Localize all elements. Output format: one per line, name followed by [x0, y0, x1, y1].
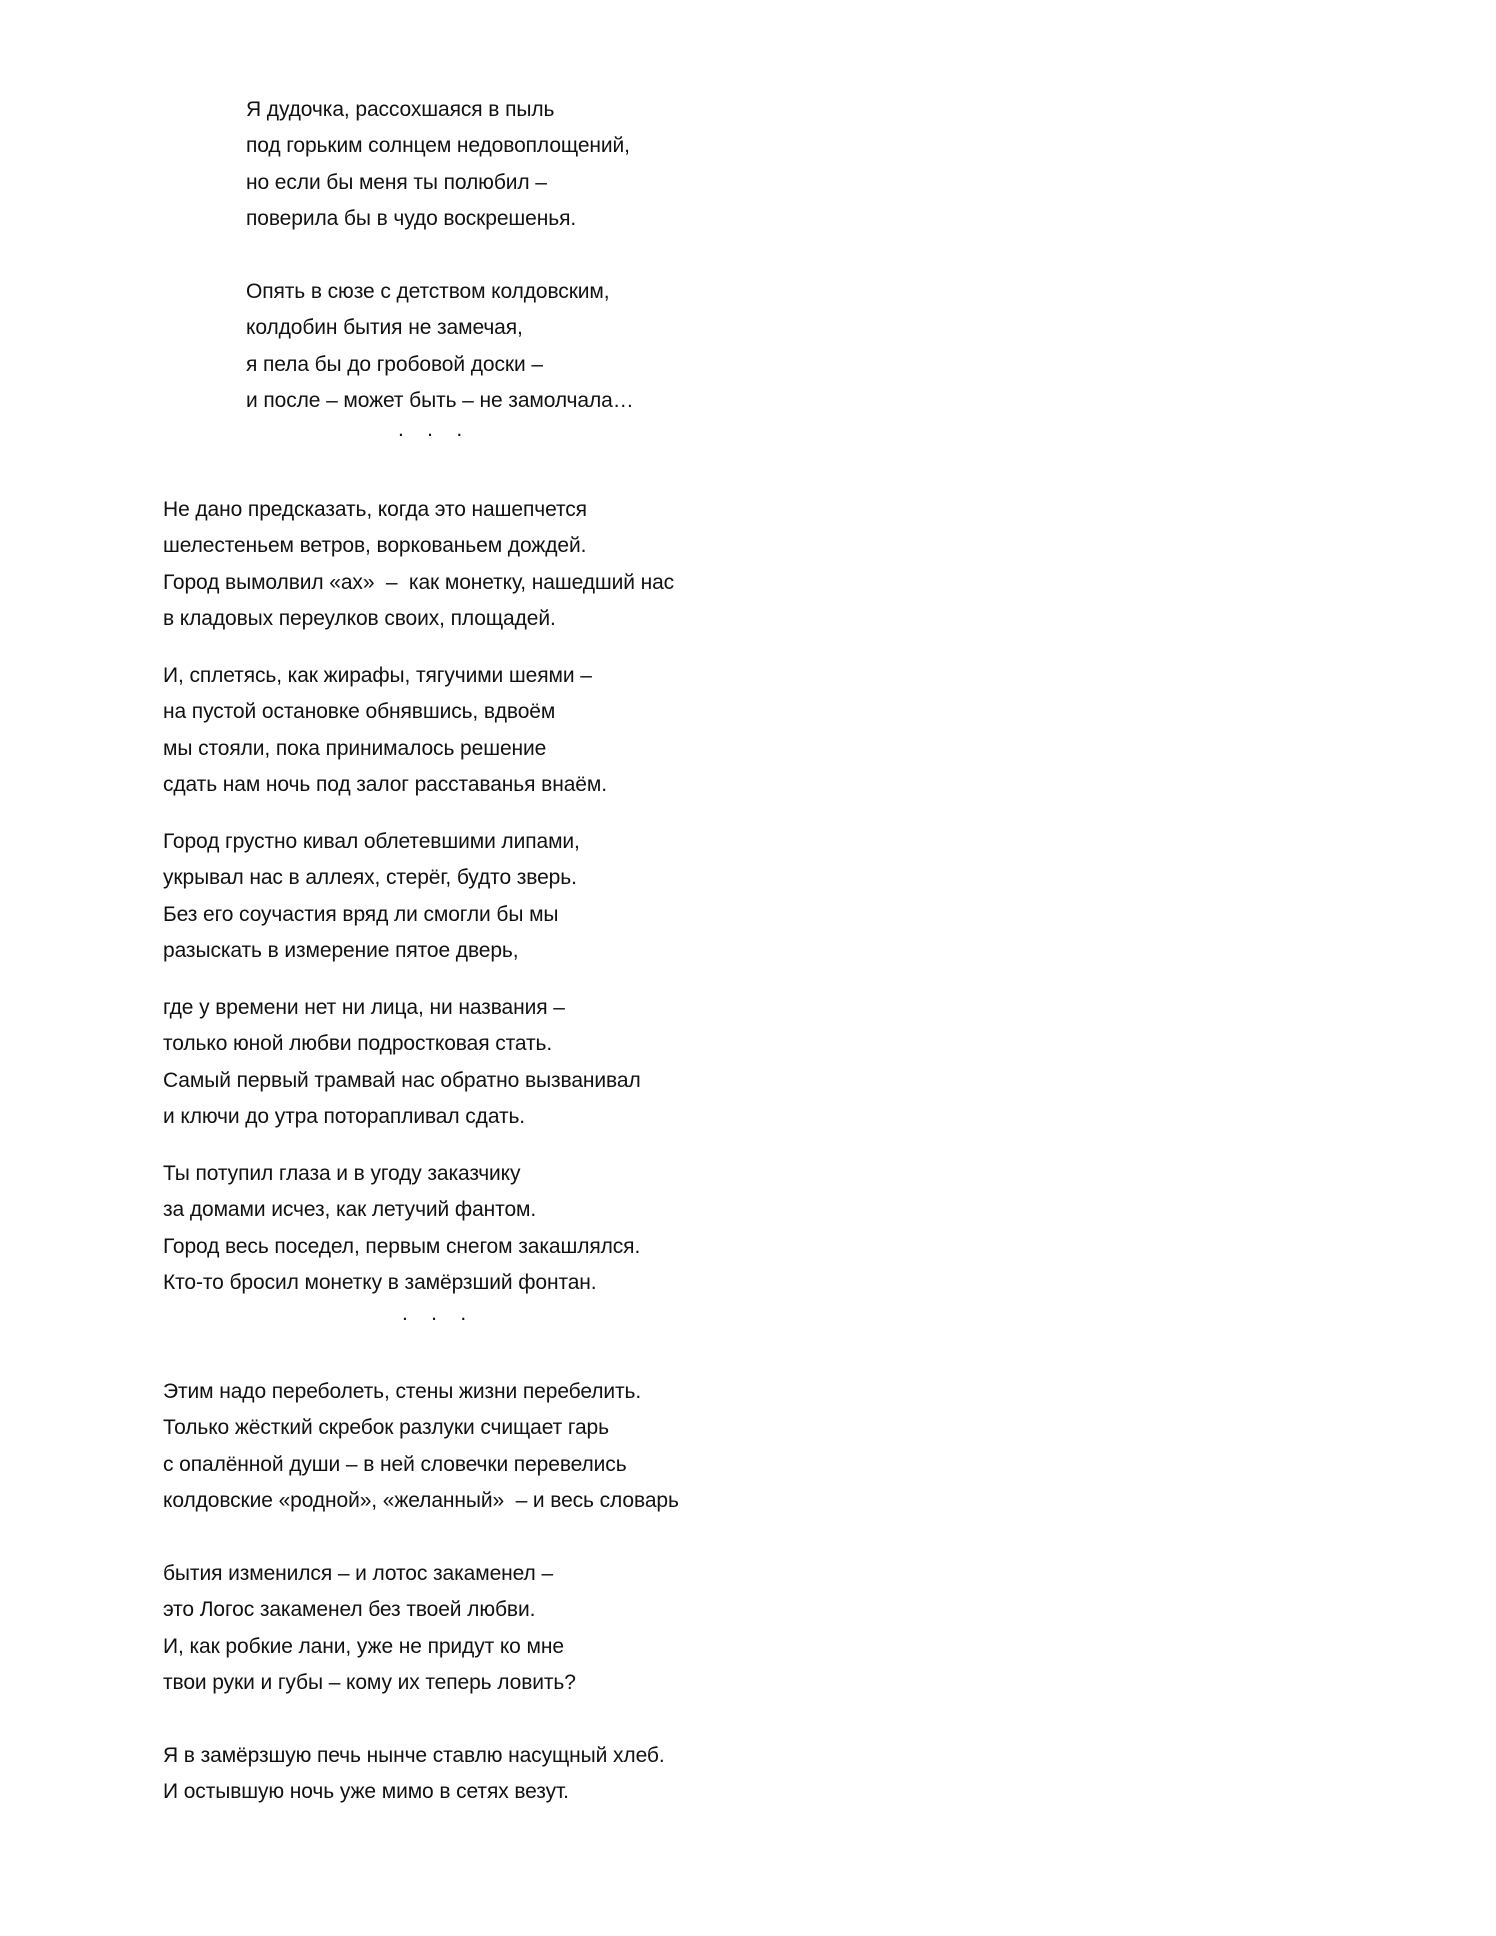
poem-line: И, как робкие лани, уже не придут ко мне — [163, 1634, 564, 1658]
poem-line: Город грустно кивал облетевшими липами, — [163, 830, 580, 853]
stanza-6 — [163, 990, 641, 1135]
poem-line: Я в замёрзшую печь нынче ставлю насущный хлеб. — [163, 1744, 665, 1767]
poem-line: бытия изменился – и лотос закаменел – — [163, 1562, 554, 1585]
poem-line: Самый первый трамвай нас обратно вызванивал — [163, 1068, 641, 1092]
section-separator: . . . — [402, 1302, 467, 1325]
poem-line: И остывшую ночь уже мимо в сетях везут. — [163, 1780, 569, 1804]
stanza-1 — [246, 92, 630, 237]
stanza-8 — [163, 1374, 679, 1519]
poem-line: и после – может быть – не замолчала… — [246, 388, 634, 412]
poem-line: сдать нам ночь под залог расставанья внаём. — [163, 772, 607, 796]
poem-line: Ты потупил глаза и в угоду заказчику — [163, 1162, 521, 1185]
stanza-2 — [246, 274, 634, 419]
section-separator: . . . — [398, 418, 463, 441]
poem-line: под горьким солнцем недовоплощений, — [246, 134, 630, 158]
stanza-9 — [163, 1556, 576, 1701]
poem-line: это Логос закаменел без твоей любви. — [163, 1598, 536, 1622]
stanza-5 — [163, 824, 580, 969]
stanza-7 — [163, 1156, 640, 1301]
poem-line: и ключи до утра поторапливал сдать. — [163, 1104, 526, 1128]
poem-line: за домами исчез, как летучий фантом. — [163, 1198, 537, 1222]
poem-line: Не дано предсказать, когда это нашепчется — [163, 498, 587, 521]
poem-line: но если бы меня ты полюбил – — [246, 170, 547, 194]
poem-line: И, сплетясь, как жирафы, тягучими шеями – — [163, 664, 592, 687]
poem-line: с опалённой души – в ней словечки перевелись — [163, 1452, 627, 1476]
poem-line: на пустой остановке обнявшись, вдвоём — [163, 700, 556, 724]
poem-line: твои руки и губы – кому их теперь ловить? — [163, 1670, 576, 1694]
poem-line: укрывал нас в аллеях, стерёг, будто зверь. — [163, 866, 577, 890]
poem-line: Кто-то бросил монетку в замёрзший фонтан. — [163, 1270, 597, 1294]
poem-line: мы стояли, пока принималось решение — [163, 736, 547, 760]
stanza-3 — [163, 492, 674, 637]
poem-line: колдобин бытия не замечая, — [246, 316, 523, 340]
poem-line: разыскать в измерение пятое дверь, — [163, 938, 519, 962]
poem-line: Этим надо переболеть, стены жизни перебелить. — [163, 1380, 642, 1403]
poem-line: колдовские «родной», «желанный» – и весь словарь — [163, 1488, 679, 1512]
poem-line: Город вымолвил «ах» – как монетку, нашедший нас — [163, 570, 675, 594]
poem-line: Только жёсткий скребок разлуки счищает гарь — [163, 1416, 609, 1440]
poem-line: я пела бы до гробовой доски – — [246, 352, 543, 376]
poem-line: в кладовых переулков своих, площадей. — [163, 606, 556, 630]
poem-line: Город весь поседел, первым снегом закашлялся. — [163, 1234, 641, 1258]
poem-line: Опять в сюзе с детством колдовским, — [246, 280, 610, 303]
poem-line: Без его соучастия вряд ли смогли бы мы — [163, 902, 559, 926]
stanza-10 — [163, 1738, 665, 1811]
stanza-4 — [163, 658, 607, 803]
poem-line: шелестеньем ветров, воркованьем дождей. — [163, 534, 587, 558]
poem-line: только юной любви подростковая стать. — [163, 1032, 553, 1056]
poem-line: поверила бы в чудо воскрешенья. — [246, 206, 577, 230]
poem-line: Я дудочка, рассохшаяся в пыль — [246, 98, 555, 121]
poem-line: где у времени нет ни лица, ни названия – — [163, 996, 565, 1019]
